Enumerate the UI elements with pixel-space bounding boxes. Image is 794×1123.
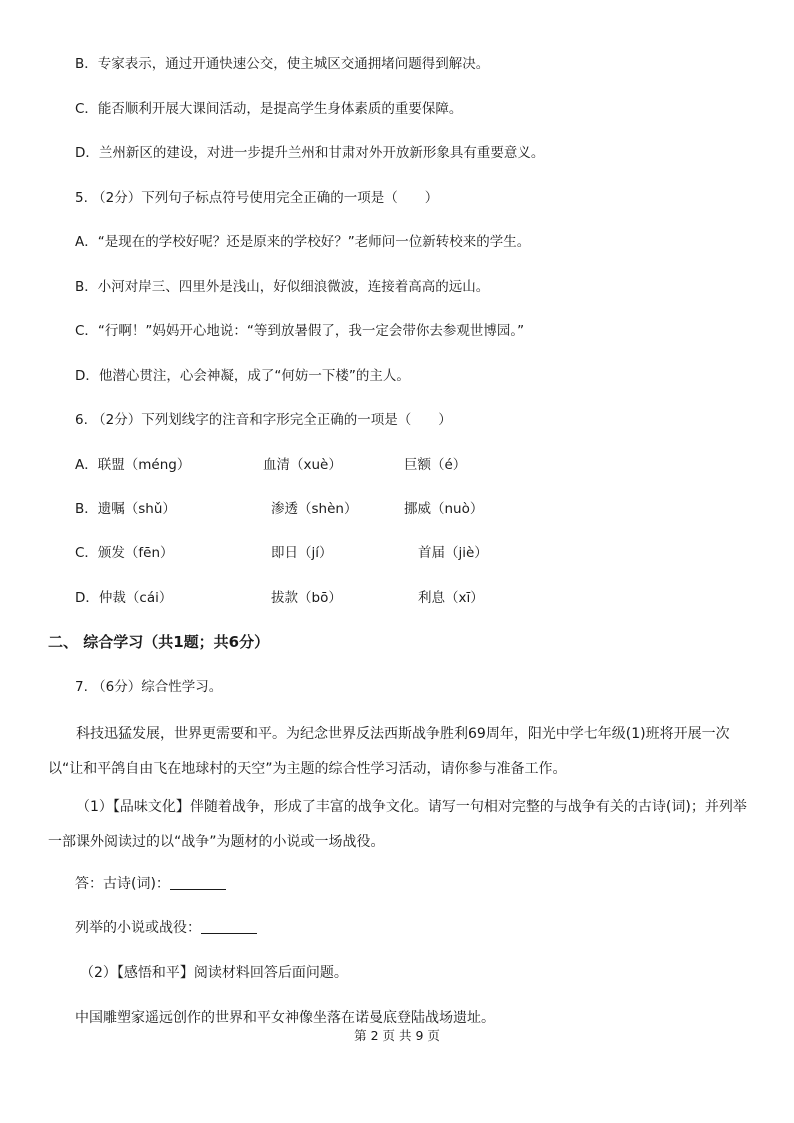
q7-novel-label: 列举的小说或战役： (75, 920, 201, 936)
q5-option-b: B．小河对岸三、四里外是浅山，好似细浪微波，连接着高高的远山。 (75, 279, 490, 295)
q5-option-a: A．“是现在的学校好呢？还是原来的学校好？”老师问一位新转校来的学生。 (75, 234, 531, 250)
q6-c-word-2: 即日（jí） (271, 545, 333, 561)
q6-stem: 6. （2分）下列划线字的注音和字形完全正确的一项是（ ） (75, 412, 452, 428)
q5-stem: 5. （2分）下列句子标点符号使用完全正确的一项是（ ） (75, 190, 439, 206)
q6-a-word-3: 巨额（é） (404, 457, 467, 473)
answer-blank-poem[interactable] (170, 875, 226, 890)
q6-b-word-3: 挪威（nuò） (404, 501, 484, 517)
q4-option-b: B．专家表示，通过开通快速公交，使主城区交通拥堵问题得到解决。 (75, 56, 490, 72)
q7-part1-paragraph: （1）【品味文化】伴随着战争，形成了丰富的战争文化。请写一句相对完整的与战争有关的古诗(词)；并列举一部课外阅读过的以“战争”为题材的小说或一场战役。 (48, 799, 747, 850)
q7-answer-label: 答：古诗(词)： (75, 876, 170, 892)
page-footer: 第 2 页 共 9 页 (354, 1028, 440, 1043)
q4-option-d: D．兰州新区的建设，对进一步提升兰州和甘肃对外开放新形象具有重要意义。 (75, 145, 545, 161)
section-2-heading: 二、 综合学习（共1题；共6分） (48, 633, 270, 651)
q7-stem: 7. （6分）综合性学习。 (75, 679, 223, 695)
q5-option-c: C．“行啊！”妈妈开心地说：“等到放暑假了，我一定会带你去参观世博园。” (75, 323, 525, 339)
q7-intro-paragraph: 科技迅猛发展，世界更需要和平。为纪念世界反法西斯战争胜利69周年，阳光中学七年级(1)班将开展一次以“让和平鸽自由飞在地球村的天空”为主题的综合性学习活动，请你参与准备工作。 (48, 726, 730, 777)
q6-d-word-2: 拔款（bō） (271, 590, 342, 606)
q6-a-word-1: A．联盟（méng） (75, 457, 191, 473)
q4-option-c: C．能否顺利开展大课间活动，是提高学生身体素质的重要保障。 (75, 101, 463, 117)
q6-c-word-1: C．颁发（fēn） (75, 545, 174, 561)
q6-c-word-3: 首届（jiè） (418, 545, 488, 561)
q6-b-word-1: B．遗嘱（shǔ） (75, 501, 176, 517)
q7-novel-line (75, 918, 257, 938)
q6-d-word-3: 利息（xī） (418, 590, 484, 606)
answer-blank-novel[interactable] (201, 919, 257, 934)
q6-b-word-2: 渗透（shèn） (271, 501, 358, 517)
q6-a-word-2: 血清（xuè） (263, 457, 342, 473)
q5-option-d: D．他潜心贯注，心会神凝，成了“何妨一下楼”的主人。 (75, 368, 410, 384)
q7-part2: （2）【感悟和平】阅读材料回答后面问题。 (80, 965, 348, 981)
q7-material: 中国雕塑家遥远创作的世界和平女神像坐落在诺曼底登陆战场遗址。 (75, 1010, 495, 1026)
q7-answer-line (75, 874, 226, 894)
q6-d-word-1: D．仲裁（cái） (75, 590, 173, 606)
